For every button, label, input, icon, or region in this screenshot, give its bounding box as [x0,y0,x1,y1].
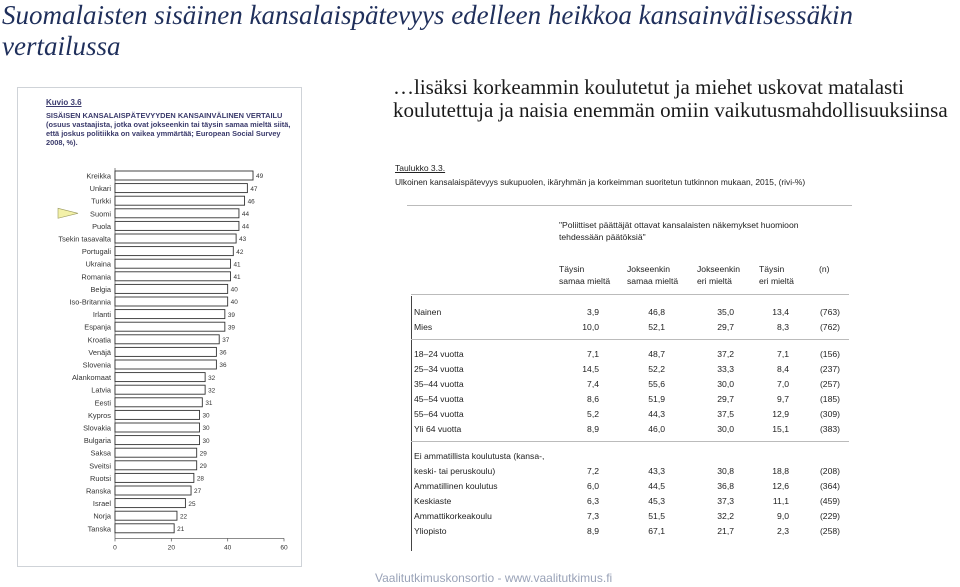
table-cell: (185) [819,394,840,404]
highlight-arrow-icon [58,208,78,218]
table-cell: 46,0 [648,424,665,434]
category-label: Israel [92,499,111,509]
category-label: Iso-Britannia [69,297,111,307]
value-label: 42 [236,248,244,256]
column-header [559,263,610,287]
table-cell: 8,9 [587,526,599,536]
category-label: Venäjä [88,347,111,357]
bar [115,310,225,319]
row-label: keski- tai peruskoulu) [414,466,496,476]
category-label: Ruotsi [90,473,111,483]
bar [115,221,239,230]
value-label: 36 [219,349,227,357]
table-cell: (459) [819,496,840,506]
row-label: Ammatillinen koulutus [414,481,498,491]
table-cell: (763) [819,307,840,317]
table-cell: 48,7 [648,349,665,359]
column-header-line2: samaa mieltä [559,276,611,286]
table-cell: 10,0 [582,322,599,332]
category-label: Tanska [87,524,111,534]
bar [115,247,233,256]
table-cell: 29,7 [717,394,734,404]
footer-url: Vaalitutkimuskonsortio - www.vaalitutkimus.fi [375,571,613,585]
table-cell: 33,3 [717,364,734,374]
category-label: Belgia [90,284,111,294]
table-cell: 45,3 [648,496,665,506]
bar [115,473,194,482]
table-cell: (364) [819,481,840,491]
category-label: Slovenia [82,360,111,370]
table-cell: (156) [819,349,840,359]
column-header-line2: eri mieltä [697,276,732,286]
row-label: Ammattikorkeakoulu [414,511,492,521]
x-tick-label: 60 [280,544,288,552]
table-cell: (237) [819,364,840,374]
value-label: 32 [208,374,216,382]
category-label: Portugali [81,247,111,257]
table-cell: 2,3 [777,526,789,536]
row-label: Yliopisto [414,526,447,536]
data-table [407,205,852,556]
bar [115,259,230,268]
bar [115,335,219,344]
category-label: Latvia [91,385,111,395]
bar [115,511,177,520]
bar [115,234,236,243]
table-cell: 7,4 [587,379,599,389]
bar [115,423,200,432]
row-label: 18–24 vuotta [414,349,464,359]
row-label: 35–44 vuotta [414,379,464,389]
table-cell: 7,1 [587,349,599,359]
table-cell: 29,7 [717,322,734,332]
category-label: Kroatia [87,335,111,345]
table-cell: 67,1 [648,526,665,536]
value-label: 41 [233,261,241,269]
bar [115,524,174,533]
table-cell: 7,2 [587,466,599,476]
table-cell: 9,7 [777,394,789,404]
bar [115,499,185,508]
bar [115,196,245,205]
value-label: 44 [241,211,250,218]
bar [115,398,202,407]
table-left-rule [411,296,412,551]
table-cell: 9,0 [777,511,789,521]
table-question: "Poliittiset päättäjät ottavat kansalaisten näkemykset huomioon tehdessään päätöksiä" [559,220,799,242]
x-tick-label: 0 [113,544,117,552]
row-label: Nainen [414,307,442,317]
table-cell: 8,6 [587,394,599,404]
bar [115,322,225,331]
category-label: Espanja [84,322,111,332]
category-label: Suomi [90,209,111,219]
column-header [627,263,678,287]
table-cell: 51,5 [648,511,665,521]
value-label: 39 [227,324,235,332]
value-label: 30 [202,412,210,420]
figure-panel [17,87,302,567]
bar [115,360,216,369]
bar [115,436,200,445]
table-cell: (208) [819,466,840,476]
table-cell: 37,5 [717,409,734,419]
table-cell: (762) [819,322,840,332]
table-cell: 15,1 [772,424,789,434]
value-label: 39 [227,311,235,319]
table-cell: (257) [819,379,840,389]
bar [115,410,200,419]
bar [115,272,230,281]
bar-chart [18,88,301,566]
table-cell: 30,8 [717,466,734,476]
value-label: 37 [222,337,230,344]
group-separator [411,339,849,340]
table-cell: 46,8 [648,307,665,317]
value-label: 30 [202,425,210,433]
table-cell: 6,0 [587,481,599,491]
category-label: Kreikka [86,171,111,181]
category-label: Alankomaat [71,373,111,383]
category-label: Norja [93,511,111,521]
table-cell: 5,2 [587,409,599,419]
table-cell: 7,3 [587,511,599,521]
table-cell: 44,3 [648,409,665,419]
column-header-line1: Jokseenkin [697,264,740,274]
table-cell: 32,2 [717,511,734,521]
table-cell: 14,5 [582,364,599,374]
table-cell: 21,7 [717,526,734,536]
table-cell: 30,0 [717,379,734,389]
table-cell: 8,3 [777,322,789,332]
bar [115,385,205,394]
bar [115,373,205,382]
value-label: 28 [196,475,204,483]
value-label: 22 [179,513,188,521]
row-label: 45–54 vuotta [414,394,464,404]
table-cell: (383) [819,424,840,434]
x-tick-label: 20 [167,544,176,552]
bar [115,297,228,306]
column-header [759,263,794,287]
table-cell: 36,8 [717,481,734,491]
table-cell: 44,5 [648,481,665,491]
value-label: 30 [202,437,210,445]
category-label: Tsekin tasavalta [58,234,111,244]
table-cell: 7,0 [777,379,789,389]
table-cell: 43,3 [648,466,665,476]
bar [115,184,247,193]
category-label: Turkki [91,196,111,206]
table-cell: 8,9 [587,424,599,434]
table-cell: 11,1 [772,496,789,506]
value-label: 41 [233,274,241,281]
table-cell: 7,1 [777,349,789,359]
bar [115,347,216,356]
value-label: 29 [199,450,207,458]
column-header-line2: samaa mieltä [627,276,679,286]
bar [115,461,197,470]
table-cell: 13,4 [772,307,789,317]
table-cell: (309) [819,409,840,419]
column-header-line1: Jokseenkin [627,264,670,274]
figure-label: Kuvio 3.6 [46,98,82,107]
column-header-line1: Täysin [759,264,785,274]
category-label: Ukraina [85,259,111,269]
category-label: Saksa [90,448,111,458]
category-label: Romania [81,272,111,282]
value-label: 31 [205,400,213,407]
group-separator [411,441,849,442]
category-label: Sveitsi [89,461,111,471]
value-label: 21 [177,526,185,533]
value-label: 36 [219,362,227,370]
figure-heading: SISÄISEN KANSALAISPÄTEVYYDEN KANSAINVÄLINEN VERTAILU [46,111,283,120]
table-cell: 6,3 [587,496,599,506]
value-label: 43 [239,236,247,244]
table-cell: 35,0 [717,307,734,317]
table-cell: 52,1 [648,322,665,332]
value-label: 29 [199,463,207,470]
row-label: Keskiaste [414,496,452,506]
table-cell: 55,6 [648,379,665,389]
table-cell: 18,8 [772,466,789,476]
table-cell: 37,2 [717,349,734,359]
column-header [819,263,830,275]
table-cell: 8,4 [777,364,789,374]
x-tick-label: 40 [223,544,232,552]
table-cell: (229) [819,511,840,521]
column-header [697,263,740,287]
value-label: 44 [241,223,250,231]
table-cell: 12,9 [772,409,789,419]
value-label: 27 [194,488,202,496]
value-label: 49 [256,173,264,181]
bar [115,448,197,457]
category-label: Ranska [85,486,111,496]
row-label: Ei ammatillista koulutusta (kansa-, [414,451,545,461]
bar [115,209,239,218]
value-label: 46 [247,198,255,206]
header-rule [411,294,849,295]
value-label: 40 [230,286,238,294]
table-cell: 30,0 [717,424,734,434]
slide-title: Suomalaisten sisäinen kansalaispätevyys edelleen heikkoa kansainvälisessäkin vertailussa [2,0,854,61]
table-cell: 3,9 [587,307,599,317]
bar [115,486,191,495]
column-header-line1: Täysin [559,264,585,274]
row-label: 55–64 vuotta [414,409,464,419]
category-label: Bulgaria [83,436,111,446]
slide-subtitle: …lisäksi korkeammin koulutetut ja miehet uskovat matalasti koulutettuja ja naisia enemmän omiin vaikutusmahdollisuuksiinsa [393,75,948,122]
bar [115,284,228,293]
value-label: 32 [208,387,216,395]
table-cell: (258) [819,526,840,536]
category-label: Kypros [87,410,111,420]
table-cell: 37,3 [717,496,734,506]
category-label: Puola [92,221,111,231]
category-label: Eesti [94,398,111,408]
table-cell: 12,6 [772,481,789,491]
value-label: 47 [250,185,258,193]
category-label: Unkari [89,184,111,194]
bar [115,171,253,180]
table-cell: 52,2 [648,364,665,374]
column-header-line2: eri mieltä [759,276,794,286]
column-header-line1: (n) [819,264,830,274]
value-label: 25 [188,500,196,508]
figure-description: (osuus vastaajista, jotka ovat jokseenkin tai täysin samaa mieltä siitä, että joskus politiikka on vaikea ymmärtää; European Social Survey 2008, %). [46,120,291,147]
table-cell: 51,9 [648,394,665,404]
table-number: Taulukko 3.3. [395,163,446,173]
row-label: 25–34 vuotta [414,364,464,374]
value-label: 40 [230,299,238,307]
table-caption: Ulkoinen kansalaispätevyys sukupuolen, ikäryhmän ja korkeimman suoritetun tutkinnon mukaan, 2015, (rivi-%) [395,177,806,187]
category-label: Irlanti [92,310,111,320]
row-label: Mies [414,322,433,332]
category-label: Slovakia [83,423,111,433]
row-label: Yli 64 vuotta [414,424,462,434]
